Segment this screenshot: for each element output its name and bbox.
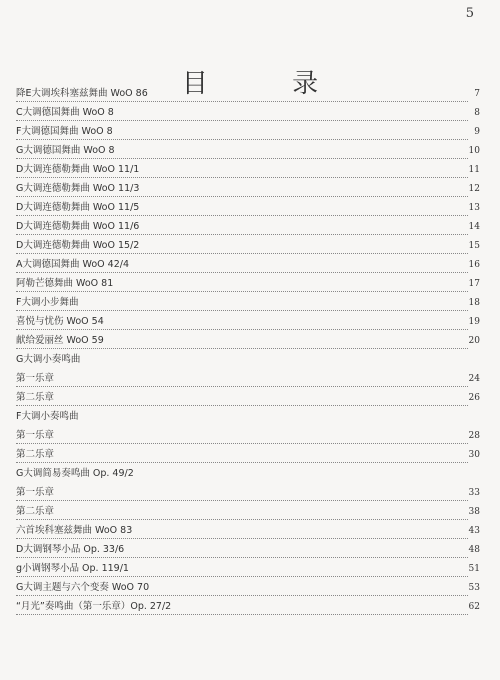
toc-entry[interactable] [16, 485, 480, 504]
toc-entry[interactable] [16, 504, 480, 523]
dot-leader [16, 462, 468, 463]
toc-entry[interactable] [16, 561, 480, 580]
toc-entry[interactable] [16, 447, 480, 466]
toc-entry-label: g小调钢琴小品 Op. 119/1 [16, 563, 129, 574]
dot-leader [16, 310, 468, 311]
toc-entry-label: 六首埃科塞兹舞曲 WoO 83 [16, 525, 133, 536]
toc-entry-page: 13 [468, 203, 480, 213]
toc-entry-label: D大调连德勒舞曲 WoO 11/5 [16, 202, 140, 213]
table-of-contents [16, 86, 480, 618]
toc-entry[interactable] [16, 409, 480, 428]
toc-entry-label: 第二乐章 [16, 506, 55, 517]
toc-entry-label: 阿勒芒德舞曲 WoO 81 [16, 278, 114, 289]
toc-entry-page: 30 [468, 450, 480, 460]
toc-entry-label: G大调小奏鸣曲 [16, 354, 81, 365]
toc-entry[interactable] [16, 599, 480, 618]
toc-entry-page: 19 [468, 317, 480, 327]
toc-entry-label: “月光”奏鸣曲（第一乐章）Op. 27/2 [16, 601, 172, 612]
toc-entry-page: 12 [468, 184, 480, 194]
dot-leader [16, 386, 468, 387]
toc-entry[interactable] [16, 86, 480, 105]
toc-entry-page: 14 [468, 222, 480, 232]
toc-entry-page: 15 [468, 241, 480, 251]
toc-entry-label: G大调德国舞曲 WoO 8 [16, 145, 115, 156]
toc-entry-page: 26 [468, 393, 480, 403]
toc-entry-label: D大调连德勒舞曲 WoO 15/2 [16, 240, 140, 251]
toc-entry-label: D大调连德勒舞曲 WoO 11/6 [16, 221, 140, 232]
toc-entry-page: 18 [468, 298, 480, 308]
toc-title: 目 录 [181, 69, 357, 100]
toc-entry-page: 20 [468, 336, 480, 346]
toc-entry-label: 第一乐章 [16, 373, 55, 384]
toc-entry-label: F大调德国舞曲 WoO 8 [16, 126, 113, 137]
toc-entry[interactable] [16, 466, 480, 485]
toc-entry[interactable] [16, 390, 480, 409]
dot-leader [16, 443, 468, 444]
toc-entry-page: 28 [468, 431, 480, 441]
toc-entry-label: G大调简易奏鸣曲 Op. 49/2 [16, 468, 134, 479]
toc-entry-label: G大调主题与六个变奏 WoO 70 [16, 582, 150, 593]
toc-entry-label: C大调德国舞曲 WoO 8 [16, 107, 114, 118]
toc-entry[interactable] [16, 371, 480, 390]
toc-entry[interactable] [16, 162, 480, 181]
toc-entry-label: D大调连德勒舞曲 WoO 11/1 [16, 164, 140, 175]
toc-entry[interactable] [16, 295, 480, 314]
toc-entry-page: 33 [468, 488, 480, 498]
toc-entry[interactable] [16, 124, 480, 143]
toc-entry-label: 献给爱丽丝 WoO 59 [16, 335, 104, 346]
toc-entry-page: 7 [474, 89, 480, 99]
dot-leader [16, 500, 468, 501]
toc-entry-page: 9 [474, 127, 480, 137]
toc-entry-page: 16 [468, 260, 480, 270]
toc-entry-page: 48 [468, 545, 480, 555]
toc-entry-label: A大调德国舞曲 WoO 42/4 [16, 259, 129, 270]
toc-entry[interactable] [16, 105, 480, 124]
toc-entry[interactable] [16, 523, 480, 542]
toc-entry-page: 43 [468, 526, 480, 536]
dot-leader [16, 519, 468, 520]
toc-entry-page: 53 [468, 583, 480, 593]
toc-entry[interactable] [16, 542, 480, 561]
toc-entry[interactable] [16, 352, 480, 371]
toc-entry-label: 第一乐章 [16, 430, 55, 441]
toc-entry-label: 喜悦与忧伤 WoO 54 [16, 316, 104, 327]
toc-entry[interactable] [16, 333, 480, 352]
toc-entry[interactable] [16, 200, 480, 219]
toc-entry[interactable] [16, 580, 480, 599]
toc-entry-label: 第二乐章 [16, 392, 55, 403]
toc-entry-page: 24 [468, 374, 480, 384]
toc-entry[interactable] [16, 314, 480, 333]
toc-entry[interactable] [16, 181, 480, 200]
toc-entry-label: D大调钢琴小品 Op. 33/6 [16, 544, 125, 555]
toc-entry[interactable] [16, 257, 480, 276]
toc-entry[interactable] [16, 238, 480, 257]
toc-entry-label: G大调连德勒舞曲 WoO 11/3 [16, 183, 140, 194]
toc-entry-label: F大调小奏鸣曲 [16, 411, 79, 422]
toc-entry[interactable] [16, 219, 480, 238]
toc-entry-label: F大调小步舞曲 [16, 297, 79, 308]
toc-entry[interactable] [16, 276, 480, 295]
toc-entry-page: 38 [468, 507, 480, 517]
toc-entry-page: 62 [468, 602, 480, 612]
toc-entry-label: 降E大调埃科塞兹舞曲 WoO 86 [16, 88, 148, 99]
toc-entry-label: 第一乐章 [16, 487, 55, 498]
page-number: 5 [465, 6, 474, 21]
toc-entry-page: 10 [468, 146, 480, 156]
toc-entry-page: 8 [474, 108, 480, 118]
dot-leader [16, 405, 468, 406]
toc-entry-page: 11 [468, 165, 480, 175]
toc-entry-page: 51 [468, 564, 480, 574]
toc-entry[interactable] [16, 143, 480, 162]
toc-entry-label: 第二乐章 [16, 449, 55, 460]
toc-entry-page: 17 [468, 279, 480, 289]
toc-entry[interactable] [16, 428, 480, 447]
